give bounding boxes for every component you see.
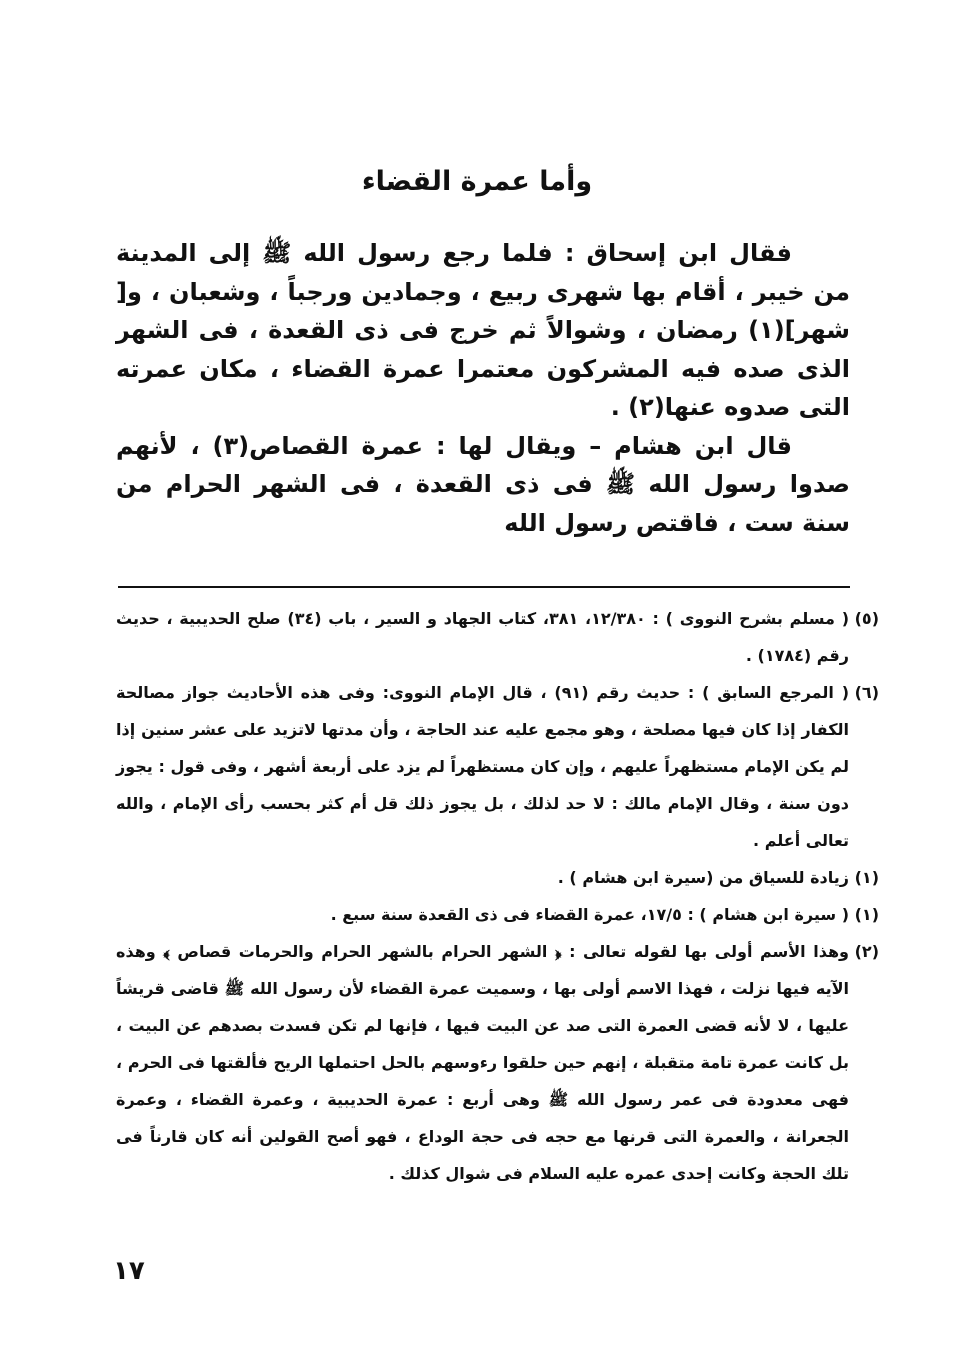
footnote-number: (١)	[854, 868, 879, 887]
section-title: وأما عمرة القضاء	[361, 166, 593, 197]
footnote-text: ( المرجع السابق ) : حديث رقم (٩١) ، قال الإمام النووى: وفى هذه الأحاديث جواز مصالحة الكفار إذا كان فيها مصلحة ، وهو مجمع عليه عند الحاجة ، وأن مدتها لاتزيد على عشر سنين إذا لم يكن الإمام مستظهراً عليهم ، وإن كان مستظهراً لم يزد على أربعة أشهر ، وفى قول : يجوز دون سنة ، وقال الإمام مالك : لا حد لذلك ، بل يجوز ذلك قل أم كثر بحسب رأى الإمام ، والله تعالى أعلم .	[116, 683, 850, 850]
footnotes	[116, 600, 879, 1192]
body-paragraph: قال ابن هشام – ويقال لها : عمرة القصاص(٣) ، لأنهم صدوا رسول الله ﷺ فى ذى القعدة ، فى الشهر الحرام من سنة ست ، فاقتص رسول الله	[116, 431, 850, 537]
footnote-divider	[118, 586, 850, 588]
footnote-number: (٦)	[854, 683, 879, 702]
footnote-number: (٢)	[854, 942, 879, 961]
footnote	[116, 896, 879, 933]
footnote-number: (١)	[854, 905, 879, 924]
footnote-text: ( سيرة ابن هشام ) : ١٧/٥، عمرة القضاء فى ذى القعدة سنة سبع .	[330, 905, 849, 924]
footnote-text: ( مسلم بشرح النووى ) : ١٢/٣٨٠، ٣٨١، كتاب الجهاد و السير ، باب (٣٤) صلح الحديبية ، حديث رقم (١٧٨٤) .	[116, 609, 850, 665]
footnote	[116, 933, 879, 1192]
page-number: ١٧	[113, 1256, 145, 1286]
footnote	[116, 859, 879, 896]
main-text	[116, 234, 850, 542]
footnote-text: وهذا الأسم أولى بها لقوله تعالى : ﴿ الشهر الحرام بالشهر الحرام والحرمات قصاص ﴾ وهذه الآيه فيها نزلت ، فهذا الاسم أولى بها ، وسميت عمرة القضاء لأن رسول الله ﷺ قاضى قريشاً عليها ، لا لأنه قضى العمرة التى صد عن البيت فيها ، فإنها لم تكن فسدت بصدهم عن البيت ، بل كانت عمرة تامة متقبلة ، إنهم حين حلقوا رءوسهم بالحل احتملها الريح فألقتها فى الحرم ، فهى معدودة فى عمر رسول الله ﷺ وهى أربع : عمرة الحديبية ، وعمرة القضاء ، وعمرة الجعرانة ، والعمرة التى قرنها مع حجه فى حجة الوداع ، فهو أصح القولين أنه كان قارناً فى تلك الحجة وكانت إحدى عمره عليه السلام فى شوال كذلك .	[116, 942, 849, 1183]
footnote-number: (٥)	[854, 609, 879, 628]
body-paragraph: فقال ابن إسحاق : فلما رجع رسول الله ﷺ إلى المدينة من خيبر ، أقام بها شهرى ربيع ، وجمادين ورجباً ، وشعبان ، و[ شهر](١) رمضان ، وشوالاً ثم خرج فى ذى القعدة ، فى الشهر الذى صده فيه المشركون معتمرا عمرة القضاء ، مكان عمرته التى صدوه عنها(٢) .	[116, 239, 850, 421]
footnote-text: زيادة للسياق من (سيرة ابن هشام ) .	[557, 868, 849, 887]
footnote	[116, 600, 879, 674]
footnote	[116, 674, 879, 859]
